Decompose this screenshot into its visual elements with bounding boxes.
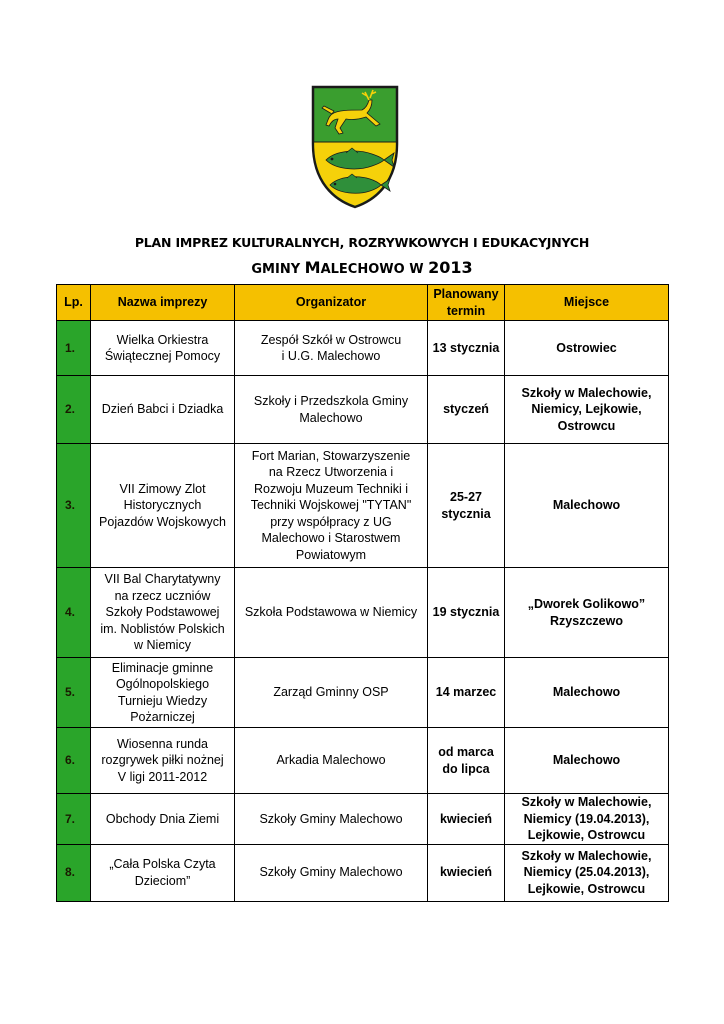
title-initial: M — [304, 258, 321, 277]
coat-of-arms-icon — [310, 84, 400, 210]
event-term: 13 stycznia — [428, 321, 505, 376]
row-number: 1. — [57, 321, 91, 376]
row-number: 2. — [57, 376, 91, 444]
event-organizer: Szkoły Gminy Malechowo — [235, 844, 428, 901]
header-term — [428, 285, 505, 321]
event-place: Szkoły w Malechowie, Niemicy (25.04.2013), Lejkowie, Ostrowcu — [505, 844, 669, 901]
row-number: 8. — [57, 844, 91, 901]
header-place: Miejsce — [505, 285, 669, 321]
event-term: 14 marzec — [428, 658, 505, 728]
event-name: Dzień Babci i Dziadka — [91, 376, 235, 444]
event-name: VII Zimowy Zlot Historycznych Pojazdów Wojskowych — [91, 444, 235, 568]
event-term: 25-27 stycznia — [428, 444, 505, 568]
table-row — [57, 728, 669, 794]
event-place: Szkoły w Malechowie, Niemicy, Lejkowie, Ostrowcu — [505, 376, 669, 444]
event-place: Malechowo — [505, 658, 669, 728]
event-organizer: Arkadia Malechowo — [235, 728, 428, 794]
document-title-line2 — [0, 258, 724, 277]
event-term: 19 stycznia — [428, 568, 505, 658]
event-organizer: Zarząd Gminny OSP — [235, 658, 428, 728]
title-prefix: GMINY — [251, 262, 305, 277]
event-organizer: Szkoła Podstawowa w Niemicy — [235, 568, 428, 658]
event-term: kwiecień — [428, 844, 505, 901]
table-body — [57, 321, 669, 902]
table-row — [57, 658, 669, 728]
event-place: Szkoły w Malechowie, Niemicy (19.04.2013), Lejkowie, Ostrowcu — [505, 794, 669, 845]
event-organizer: Szkoły Gminy Malechowo — [235, 794, 428, 845]
table-row — [57, 376, 669, 444]
title-year: 2013 — [428, 258, 473, 277]
event-place: Malechowo — [505, 728, 669, 794]
event-term: styczeń — [428, 376, 505, 444]
events-table — [56, 284, 669, 902]
document-title-line1: PLAN IMPREZ KULTURALNYCH, ROZRYWKOWYCH I EDUKACYJNYCH — [134, 235, 590, 250]
table-header-row — [57, 285, 669, 321]
event-organizer: Zespół Szkół w Ostrowcu i U.G. Malechowo — [235, 321, 428, 376]
event-place: Malechowo — [505, 444, 669, 568]
event-name: Eliminacje gminne Ogólnopolskiego Turnieju Wiedzy Pożarniczej — [91, 658, 235, 728]
header-term-text: Planowany termin — [433, 287, 499, 318]
table-row — [57, 568, 669, 658]
table-row — [57, 794, 669, 845]
event-place: Ostrowiec — [505, 321, 669, 376]
table-row — [57, 321, 669, 376]
event-term: kwiecień — [428, 794, 505, 845]
event-name: Wielka Orkiestra Świątecznej Pomocy — [91, 321, 235, 376]
event-name: Obchody Dnia Ziemi — [91, 794, 235, 845]
row-number: 7. — [57, 794, 91, 845]
row-number: 6. — [57, 728, 91, 794]
header-organizer: Organizator — [235, 285, 428, 321]
event-organizer: Fort Marian, Stowarzyszenie na Rzecz Utworzenia i Rozwoju Muzeum Techniki i Techniki Wojskowej "TYTAN" przy współpracy z UG Malechowo i Starostwem Powiatowym — [235, 444, 428, 568]
event-organizer: Szkoły i Przedszkola Gminy Malechowo — [235, 376, 428, 444]
header-name: Nazwa imprezy — [91, 285, 235, 321]
header-lp: Lp. — [57, 285, 91, 321]
event-name: „Cała Polska Czyta Dzieciom” — [91, 844, 235, 901]
title-rest: ALECHOWO W — [320, 262, 429, 277]
event-name: VII Bal Charytatywny na rzecz uczniów Szkoły Podstawowej im. Noblistów Polskich w Niemicy — [91, 568, 235, 658]
event-name: Wiosenna runda rozgrywek piłki nożnej V ligi 2011-2012 — [91, 728, 235, 794]
event-place: „Dworek Golikowo” Rzyszczewo — [505, 568, 669, 658]
table-row — [57, 444, 669, 568]
table-row — [57, 844, 669, 901]
row-number: 5. — [57, 658, 91, 728]
event-term: od marca do lipca — [428, 728, 505, 794]
row-number: 3. — [57, 444, 91, 568]
row-number: 4. — [57, 568, 91, 658]
